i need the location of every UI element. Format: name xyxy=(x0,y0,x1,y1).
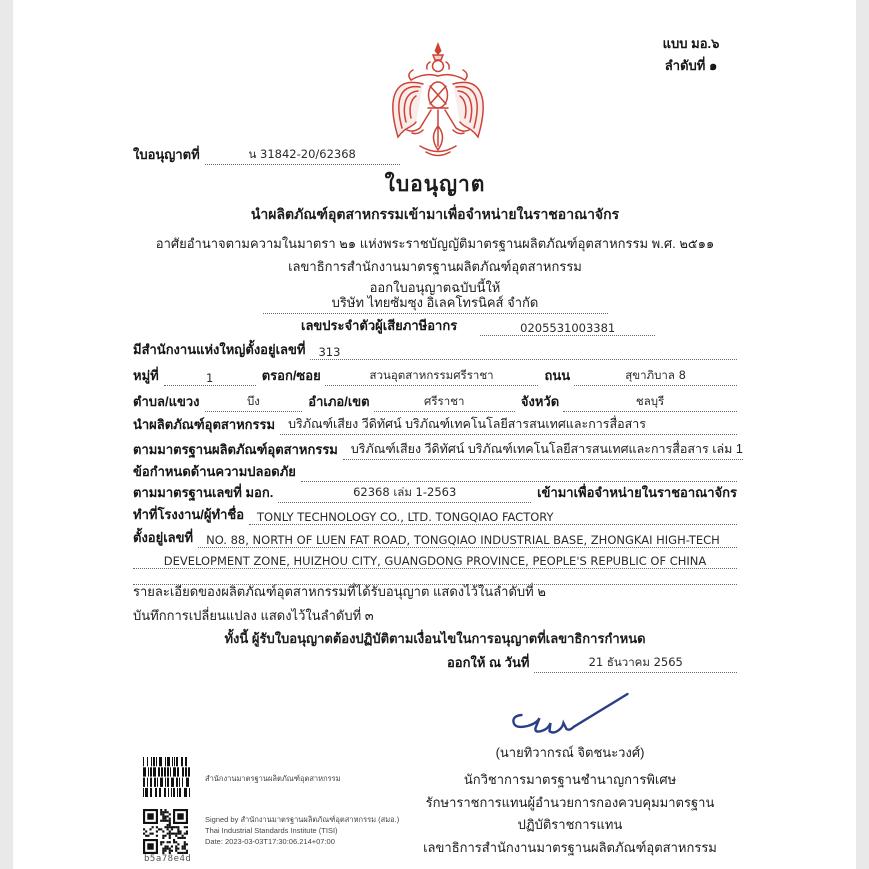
condition-note: ทั้งนี้ ผู้รับใบอนุญาตต้องปฏิบัติตามเงื่อนไขในการอนุญาตที่เลขาธิการกำหนด xyxy=(224,631,646,646)
factory-address-line2: DEVELOPMENT ZONE, HUIZHOU CITY, GUANGDONG PROVINCE, PEOPLE'S REPUBLIC OF CHINA xyxy=(133,554,737,569)
safety-label: ข้อกำหนดด้านความปลอดภัย xyxy=(133,464,296,479)
verification-block xyxy=(143,757,473,865)
signer-name: (นายทิวากรณ์ จิตชนะวงศ์) xyxy=(495,745,645,760)
authority-line-2: เลขาธิการสำนักงานมาตรฐานผลิตภัณฑ์อุตสาหกรรม xyxy=(288,259,582,274)
import-product-value: บริภัณฑ์เสียง วีดิทัศน์ บริภัณฑ์เทคโนโลยีสารสนเทศและการสื่อสาร xyxy=(280,414,737,435)
factory-address-label: ตั้งอยู่เลขที่ xyxy=(133,530,194,545)
import-product-row xyxy=(133,416,737,435)
factory-row xyxy=(133,506,737,525)
license-number-label: ใบอนุญาตที่ xyxy=(133,147,200,162)
subdistrict-row xyxy=(133,393,737,412)
soi-label: ตรอก/ซอย xyxy=(261,368,321,383)
document-title: ใบอนุญาต xyxy=(384,173,486,196)
signer-position-1: นักวิชาการมาตรฐานชำนาญการพิเศษ xyxy=(463,772,677,787)
subdistrict-label: ตำบล/แขวง xyxy=(133,394,200,409)
issue-date-value: 21 ธันวาคม 2565 xyxy=(534,654,737,673)
moo-label: หมู่ที่ xyxy=(133,368,159,383)
org-en-line: Thai Industrial Standards Institute (TISI) xyxy=(205,826,338,835)
license-number-row xyxy=(133,146,737,165)
moo-row xyxy=(133,367,737,386)
license-number-value: น 31842-20/62368 xyxy=(205,146,400,165)
signature xyxy=(498,688,643,738)
moo-value: 1 xyxy=(164,371,256,386)
standard-number-label: ตามมาตรฐานเลขที่ มอก. xyxy=(133,485,274,500)
qr-code xyxy=(143,809,188,854)
subdistrict-value: บึง xyxy=(205,393,303,412)
import-product-label: นำผลิตภัณฑ์อุตสาหกรรม xyxy=(133,417,276,432)
head-office-label: มีสำนักงานแห่งใหญ่ตั้งอยู่เลขที่ xyxy=(133,342,306,357)
head-office-row xyxy=(133,341,737,360)
district-value: ศรีราชา xyxy=(374,393,515,412)
road-label: ถนน xyxy=(544,368,571,383)
soi-value: สวนอุตสาหกรรมศรีราชา xyxy=(325,367,539,386)
signed-by-line: Signed by สำนักงานมาตรฐานผลิตภัณฑ์อุตสาหกรรม (สมอ.) xyxy=(205,815,400,824)
district-label: อำเภอ/เขต xyxy=(308,394,370,409)
detail-note: รายละเอียดของผลิตภัณฑ์อุตสาหกรรมที่ได้รับอนุญาต แสดงไว้ในลำดับที่ ๒ xyxy=(133,584,546,599)
document-page xyxy=(13,0,856,869)
sign-date-line: Date: 2023-03-03T17:30:06.214+07:00 xyxy=(205,837,335,846)
province-label: จังหวัด xyxy=(520,394,560,409)
barcode xyxy=(143,757,191,797)
form-code-block xyxy=(631,33,751,77)
tax-id-value: 0205531003381 xyxy=(480,321,655,336)
qr-code-id: b5a78e4d xyxy=(144,854,192,864)
standard-label: ตามมาตรฐานผลิตภัณฑ์อุตสาหกรรม xyxy=(133,442,338,457)
form-code: แบบ มอ.๖ xyxy=(662,36,720,51)
head-office-number: 313 xyxy=(310,345,737,360)
factory-address-row xyxy=(133,529,737,548)
standard-value: บริภัณฑ์เสียง วีดิทัศน์ บริภัณฑ์เทคโนโลยีสารสนเทศและการสื่อสาร เล่ม 1 xyxy=(343,439,743,460)
signer-position-4: เลขาธิการสำนักงานมาตรฐานผลิตภัณฑ์อุตสาหกรรม xyxy=(423,839,717,855)
digital-signature-info xyxy=(205,814,399,847)
import-purpose-label: เข้ามาเพื่อจำหน่ายในราชอาณาจักร xyxy=(537,485,737,500)
province-value: ชลบุรี xyxy=(563,393,737,412)
document-subtitle: นำผลิตภัณฑ์อุตสาหกรรมเข้ามาเพื่อจำหน่ายในราชอาณาจักร xyxy=(250,206,620,222)
issue-to-label: ออกใบอนุญาตฉบับนี้ให้ xyxy=(369,280,501,295)
safety-row xyxy=(133,463,737,482)
standard-number-value: 62368 เล่ม 1-2563 xyxy=(278,484,531,503)
tax-id-label: เลขประจำตัวผู้เสียภาษีอากร xyxy=(301,318,458,333)
barcode-caption: สำนักงานมาตรฐานผลิตภัณฑ์อุตสาหกรรม xyxy=(205,774,341,783)
change-note: บันทึกการเปลี่ยนแปลง แสดงไว้ในลำดับที่ ๓ xyxy=(133,608,374,623)
issue-date-label: ออกให้ ณ วันที่ xyxy=(446,655,530,670)
issue-date-row xyxy=(133,654,737,673)
factory-name: TONLY TECHNOLOGY CO., LTD. TONGQIAO FACTORY xyxy=(249,510,737,525)
road-value: สุขาภิบาล 8 xyxy=(574,367,737,386)
tax-id-row xyxy=(133,317,737,336)
factory-address-line1: NO. 88, NORTH OF LUEN FAT ROAD, TONGQIAO INDUSTRIAL BASE, ZHONGKAI HIGH-TECH xyxy=(198,533,737,548)
form-sequence: ลำดับที่ ๑ xyxy=(664,58,718,73)
signer-position-3: ปฏิบัติราชการแทน xyxy=(517,817,623,832)
garuda-emblem xyxy=(383,40,493,162)
signer-position-2: รักษาราชการแทนผู้อำนวยการกองควบคุมมาตรฐาน xyxy=(425,794,715,810)
standard-number-row xyxy=(133,484,737,503)
company-name: บริษัท ไทยซัมซุง อิเลคโทรนิคส์ จำกัด xyxy=(263,292,608,314)
factory-label: ทำที่โรงงาน/ผู้ทำชื่อ xyxy=(133,507,245,522)
standard-row xyxy=(133,441,743,460)
company-row xyxy=(133,295,737,314)
authority-line-1: อาศัยอำนาจตามความในมาตรา ๒๑ แห่งพระราชบัญญัติมาตรฐานผลิตภัณฑ์อุตสาหกรรม พ.ศ. ๒๕๑๑ xyxy=(155,236,715,251)
